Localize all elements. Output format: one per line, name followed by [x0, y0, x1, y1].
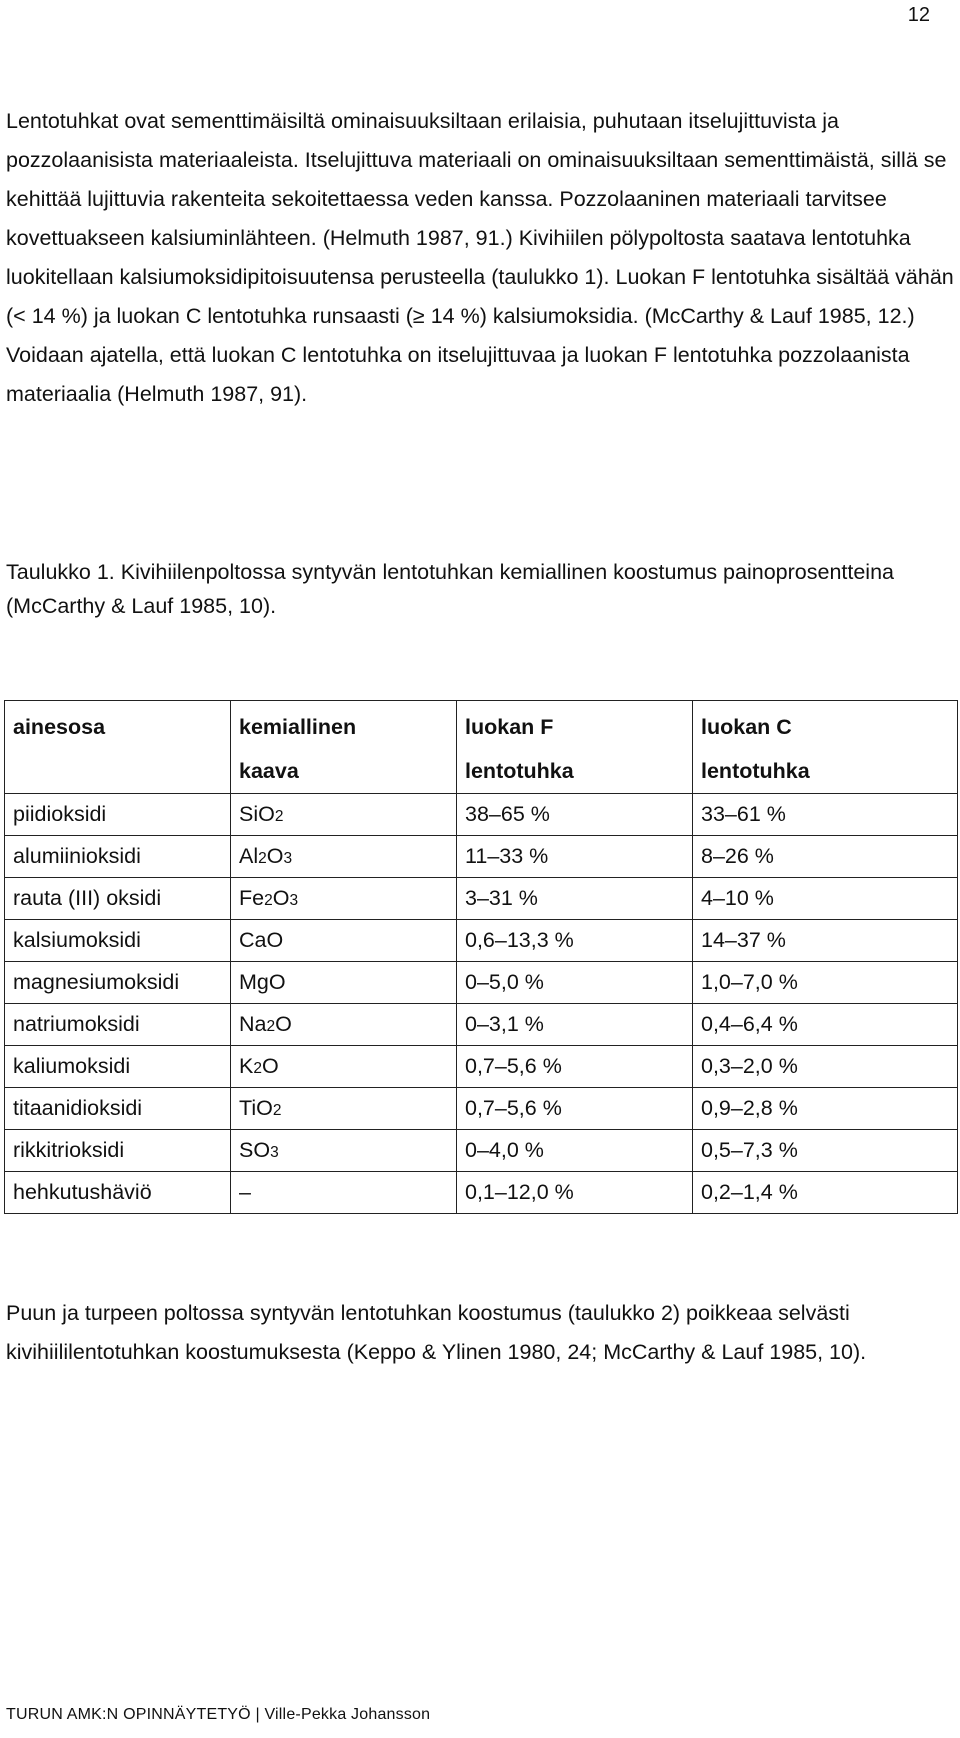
formula-cell: K2O [231, 1046, 457, 1088]
class-f-cell: 0,7–5,6 % [457, 1088, 693, 1130]
formula-cell: – [231, 1172, 457, 1214]
formula-cell: Fe2O3 [231, 878, 457, 920]
class-f-cell: 3–31 % [457, 878, 693, 920]
formula-cell: SO3 [231, 1130, 457, 1172]
class-c-cell: 0,5–7,3 % [693, 1130, 958, 1172]
header-cell: kemiallinen kaava [231, 701, 457, 794]
component-cell: hehkutushäviö [5, 1172, 231, 1214]
component-cell: natriumoksidi [5, 1004, 231, 1046]
header-cell: luokan F lentotuhka [457, 701, 693, 794]
table-row [5, 794, 958, 836]
formula-cell: MgO [231, 962, 457, 1004]
header-cell: luokan C lentotuhka [693, 701, 958, 794]
table-row [5, 1046, 958, 1088]
class-f-cell: 0–3,1 % [457, 1004, 693, 1046]
class-c-cell: 0,4–6,4 % [693, 1004, 958, 1046]
formula-cell: TiO2 [231, 1088, 457, 1130]
class-c-cell: 1,0–7,0 % [693, 962, 958, 1004]
page-number: 12 [907, 4, 930, 26]
formula-cell: Al2O3 [231, 836, 457, 878]
component-cell: rikkitrioksidi [5, 1130, 231, 1172]
class-c-cell: 8–26 % [693, 836, 958, 878]
formula-cell: CaO [231, 920, 457, 962]
composition-table [4, 700, 958, 1214]
table-row [5, 962, 958, 1004]
class-c-cell: 33–61 % [693, 794, 958, 836]
component-cell: piidioksidi [5, 794, 231, 836]
class-c-cell: 0,2–1,4 % [693, 1172, 958, 1214]
class-f-cell: 0,1–12,0 % [457, 1172, 693, 1214]
table-row [5, 1130, 958, 1172]
class-f-cell: 38–65 % [457, 794, 693, 836]
component-cell: kaliumoksidi [5, 1046, 231, 1088]
table-row [5, 920, 958, 962]
table-row [5, 1172, 958, 1214]
formula-cell: Na2O [231, 1004, 457, 1046]
formula-cell: SiO2 [231, 794, 457, 836]
component-cell: kalsiumoksidi [5, 920, 231, 962]
table-body [5, 794, 958, 1214]
class-c-cell: 0,3–2,0 % [693, 1046, 958, 1088]
class-f-cell: 0–4,0 % [457, 1130, 693, 1172]
class-f-cell: 0,7–5,6 % [457, 1046, 693, 1088]
table-header-row [5, 701, 958, 794]
class-c-cell: 14–37 % [693, 920, 958, 962]
class-c-cell: 0,9–2,8 % [693, 1088, 958, 1130]
class-f-cell: 0,6–13,3 % [457, 920, 693, 962]
table-row [5, 878, 958, 920]
paragraph-wood-peat: Puun ja turpeen poltossa syntyvän lentotuhkan koostumus (taulukko 2) poikkeaa selvästi kivihiililentotuhkan koostumuksesta (Keppo & Ylinen 1980, 24; McCarthy & Lauf 1985, 10). [6, 1301, 867, 1364]
page-footer: TURUN AMK:N OPINNÄYTETYÖ | Ville-Pekka Johansson [6, 1706, 431, 1723]
component-cell: alumiinioksidi [5, 836, 231, 878]
component-cell: titaanidioksidi [5, 1088, 231, 1130]
class-c-cell: 4–10 % [693, 878, 958, 920]
class-f-cell: 0–5,0 % [457, 962, 693, 1004]
paragraph-intro: Lentotuhkat ovat sementtimäisiltä ominaisuuksiltaan erilaisia, puhutaan itselujittuvista ja pozzolaanisista materiaaleista. Itselujittuva materiaali on ominaisuuksiltaan sementtimäistä, sillä se kehittää lujittuvia rakenteita sekoitettaessa veden kanssa. Pozzolaaninen materiaali tarvitsee kovettuakseen kalsiuminlähteen. (Helmuth 1987, 91.) Kivihiilen pölypoltosta saatava lentotuhka luokitellaan kalsiumoksidipitoisuutensa perusteella (taulukko 1). Luokan F lentotuhka sisältää vähän (< 14 %) ja luokan C lentotuhka runsaasti (≥ 14 %) kalsiumoksidia. (McCarthy & Lauf 1985, 12.) Voidaan ajatella, että luokan C lentotuhka on itselujittuvaa ja luokan F lentotuhka pozzolaanista materiaalia (Helmuth 1987, 91). [6, 109, 954, 406]
component-cell: rauta (III) oksidi [5, 878, 231, 920]
header-cell: ainesosa [5, 701, 231, 794]
table-row [5, 1004, 958, 1046]
table-caption: Taulukko 1. Kivihiilenpoltossa syntyvän lentotuhkan kemiallinen koostumus painoprosentteina (McCarthy & Lauf 1985, 10). [6, 560, 894, 618]
component-cell: magnesiumoksidi [5, 962, 231, 1004]
table-row [5, 1088, 958, 1130]
class-f-cell: 11–33 % [457, 836, 693, 878]
table-row [5, 836, 958, 878]
